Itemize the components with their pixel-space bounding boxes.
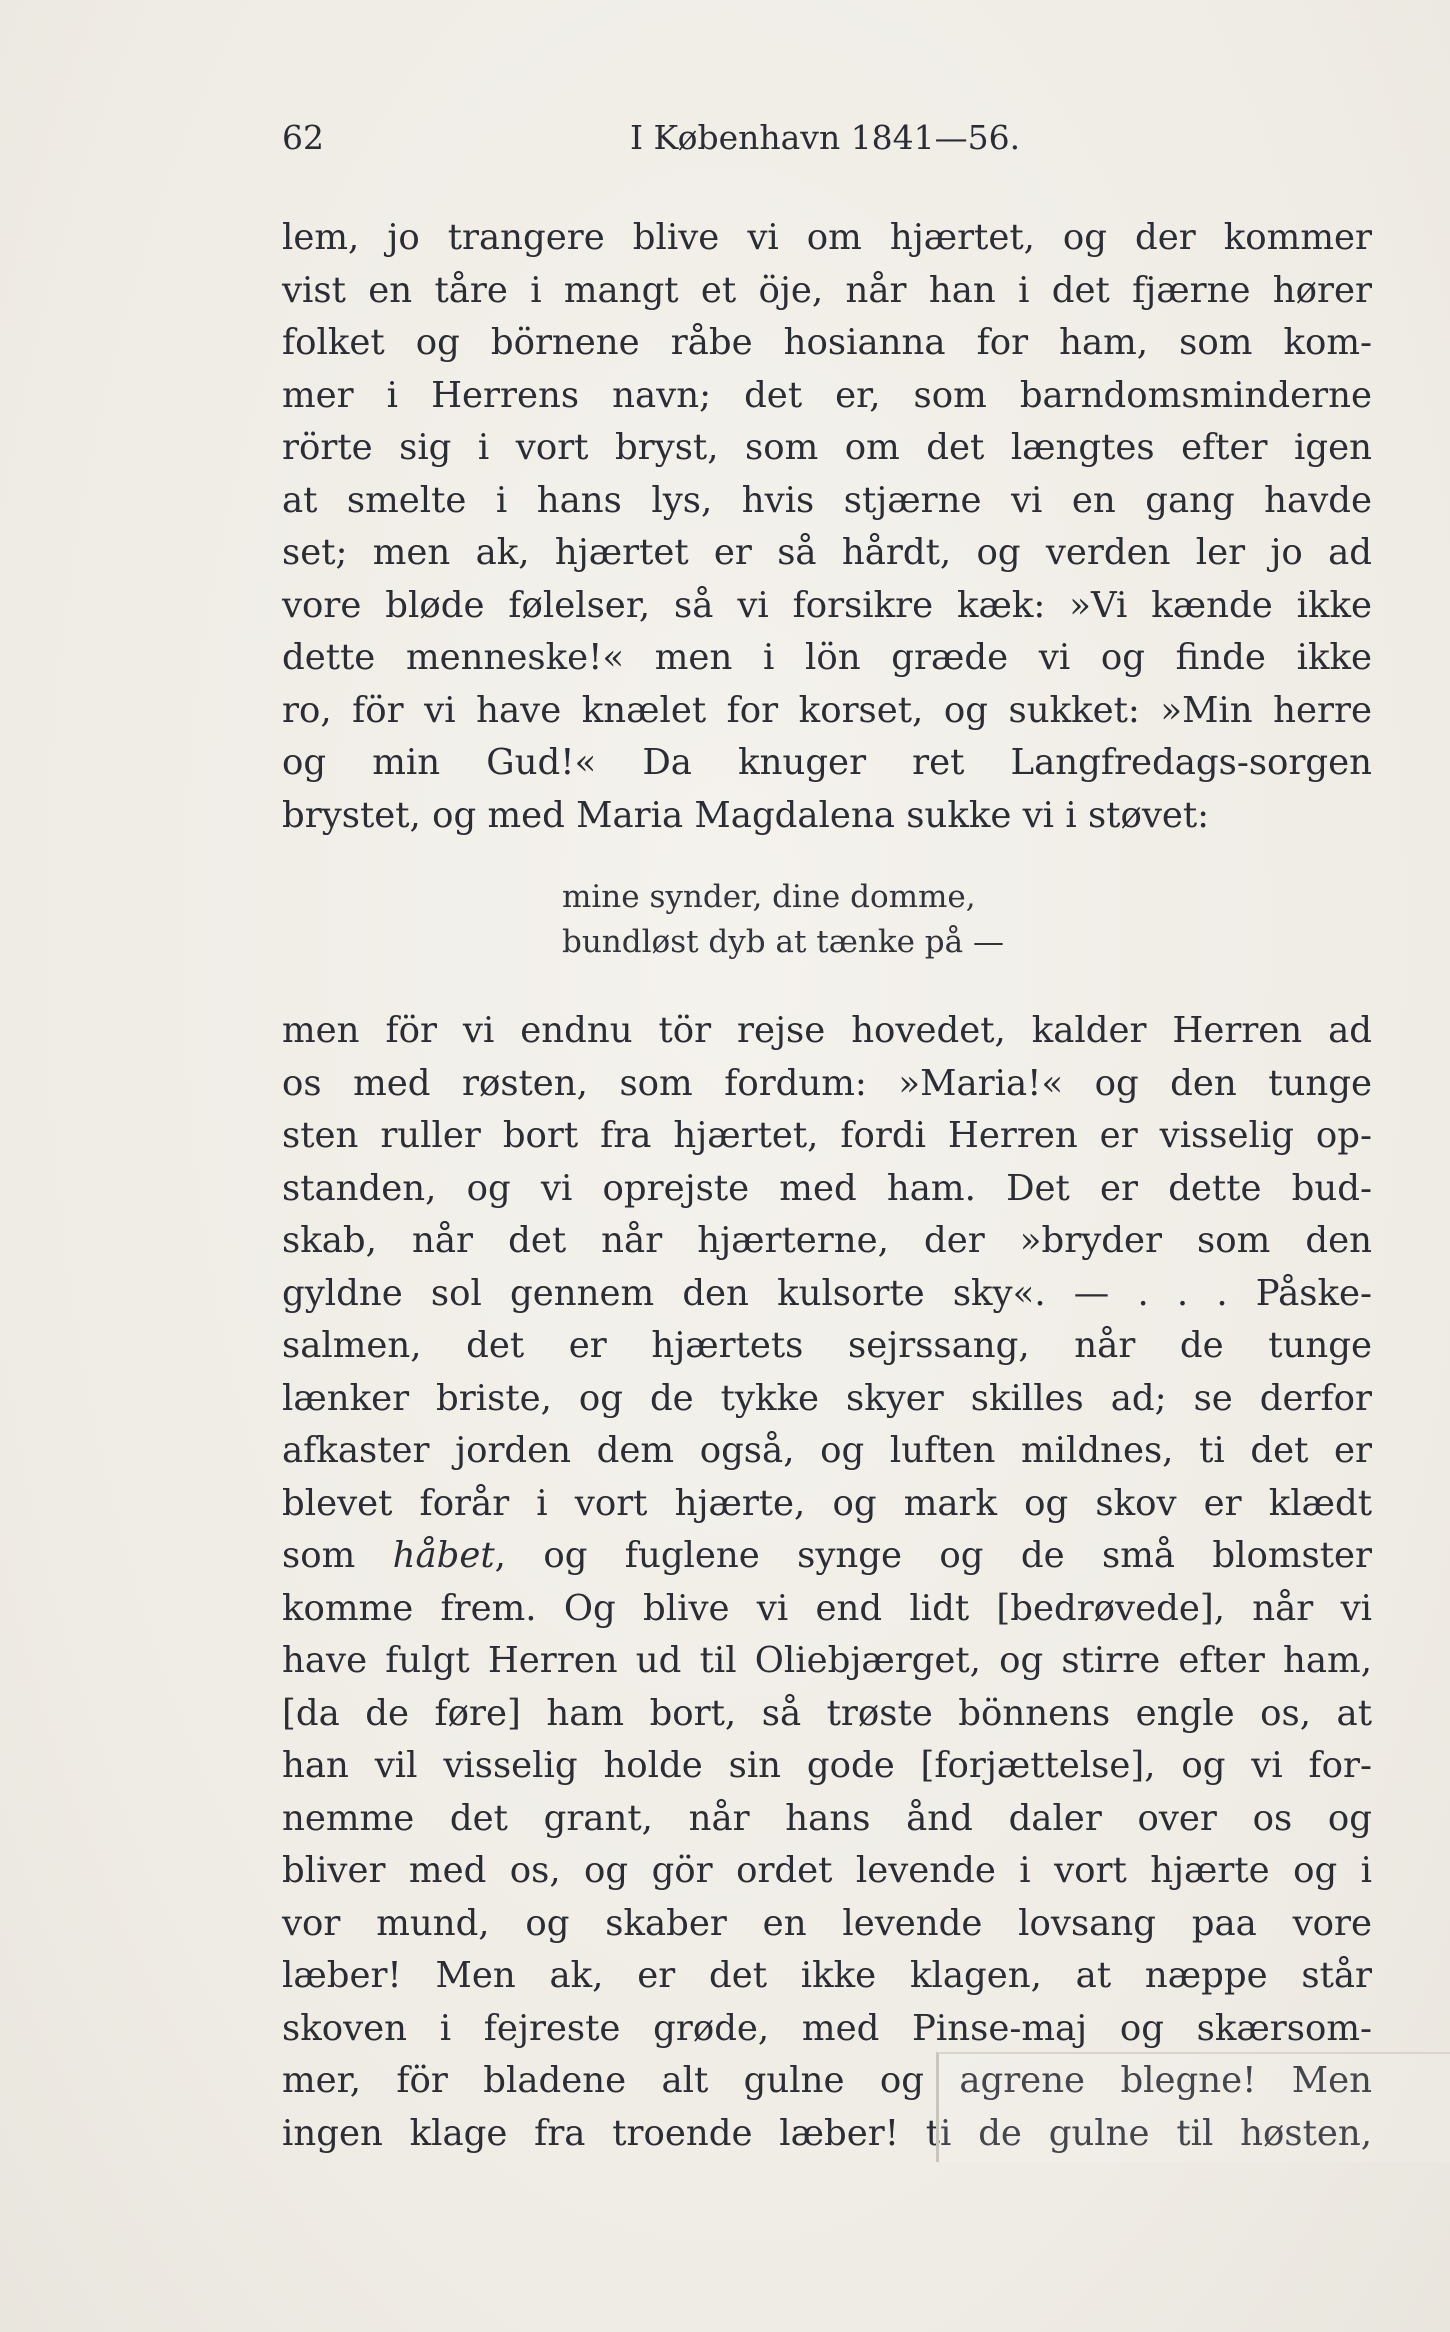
text-line: blevet forår i vort hjærte, og mark og skov er klædt [282,1482,1372,1524]
paragraph-2 [282,1005,1372,2160]
text-line: vore bløde følelser, så vi forsikre kæk: »Vi kænde ikke [282,584,1372,626]
text-segment: , og fuglene synge og de små blomster [494,1535,1372,1576]
text-line: skab, når det når hjærterne, der »bryder som den [282,1220,1372,1261]
running-title: I København 1841—56. [630,118,1021,157]
text-segment: som [282,1535,393,1576]
verse-line: bundløst dyb at tænke på — [562,924,1004,960]
text-line: lem, jo trangere blive vi om hjærtet, og der kommer [282,217,1372,258]
text-line: at smelte i hans lys, hvis stjærne vi en gang havde [282,479,1372,521]
text-line: standen, og vi oprejste med ham. Det er dette bud- [282,1167,1372,1209]
text-line: [da de føre] ham bort, så trøste bönnens engle os, at [282,1692,1372,1734]
text-line: gyldne sol gennem den kulsorte sky«. — . . . Påske- [282,1272,1372,1314]
italic-word: håbet [392,1535,495,1576]
verse-quote [562,875,1004,965]
paragraph-1 [282,212,1372,842]
text-line: rörte sig i vort bryst, som om det længtes efter igen [282,427,1372,468]
verse-line: mine synder, dine domme, [562,879,976,915]
text-line: læber! Men ak, er det ikke klagen, at næppe står [282,1955,1372,1996]
text-line: men för vi endnu tör rejse hovedet, kalder Herren ad [282,1010,1372,1051]
scan-overlay-artifact [936,2052,1450,2162]
text-line: mer i Herrens navn; det er, som barndomsminderne [282,374,1372,416]
text-line: vist en tåre i mangt et öje, når han i det fjærne hører [282,269,1372,311]
text-line: og min Gud!« Da knuger ret Langfredags-sorgen [282,742,1372,783]
text-line: mer, för bladene alt gulne og agrene blegne! Men [282,2060,1372,2101]
text-line: vor mund, og skaber en levende lovsang paa vore [282,1902,1372,1944]
running-header [282,118,1372,178]
text-line: brystet, og med Maria Magdalena sukke vi i støvet: [282,794,1210,836]
text-line: salmen, det er hjærtets sejrssang, når de tunge [282,1325,1372,1366]
text-line: nemme det grant, når hans ånd daler over os og [282,1797,1372,1839]
text-line: lænker briste, og de tykke skyer skilles ad; se derfor [282,1377,1372,1419]
text-line: ingen klage fra troende læber! ti de gulne til høsten, [282,2112,1372,2154]
text-line: folket og börnene råbe hosianna for ham, som kom- [282,322,1372,363]
text-line: han vil visselig holde sin gode [forjættelse], og vi for- [282,1745,1372,1786]
text-line: set; men ak, hjærtet er så hårdt, og verden ler jo ad [282,532,1372,573]
text-line: dette menneske!« men i lön græde vi og finde ikke [282,637,1372,678]
text-line: sten ruller bort fra hjærtet, fordi Herren er visselig op- [282,1115,1372,1156]
text-line: bliver med os, og gör ordet levende i vort hjærte og i [282,1850,1372,1891]
text-line: os med røsten, som fordum: »Maria!« og den tunge [282,1062,1372,1104]
text-line: skoven i fejreste grøde, med Pinse-maj og skærsom- [282,2007,1372,2049]
text-line: have fulgt Herren ud til Oliebjærget, og stirre efter ham, [282,1640,1372,1681]
text-line: komme frem. Og blive vi end lidt [bedrøvede], når vi [282,1587,1372,1629]
page-number: 62 [282,118,324,157]
text-line [282,1530,1372,1583]
text-line: afkaster jorden dem også, og luften mildnes, ti det er [282,1430,1372,1471]
text-line: ro, för vi have knælet for korset, og sukket: »Min herre [282,689,1372,731]
